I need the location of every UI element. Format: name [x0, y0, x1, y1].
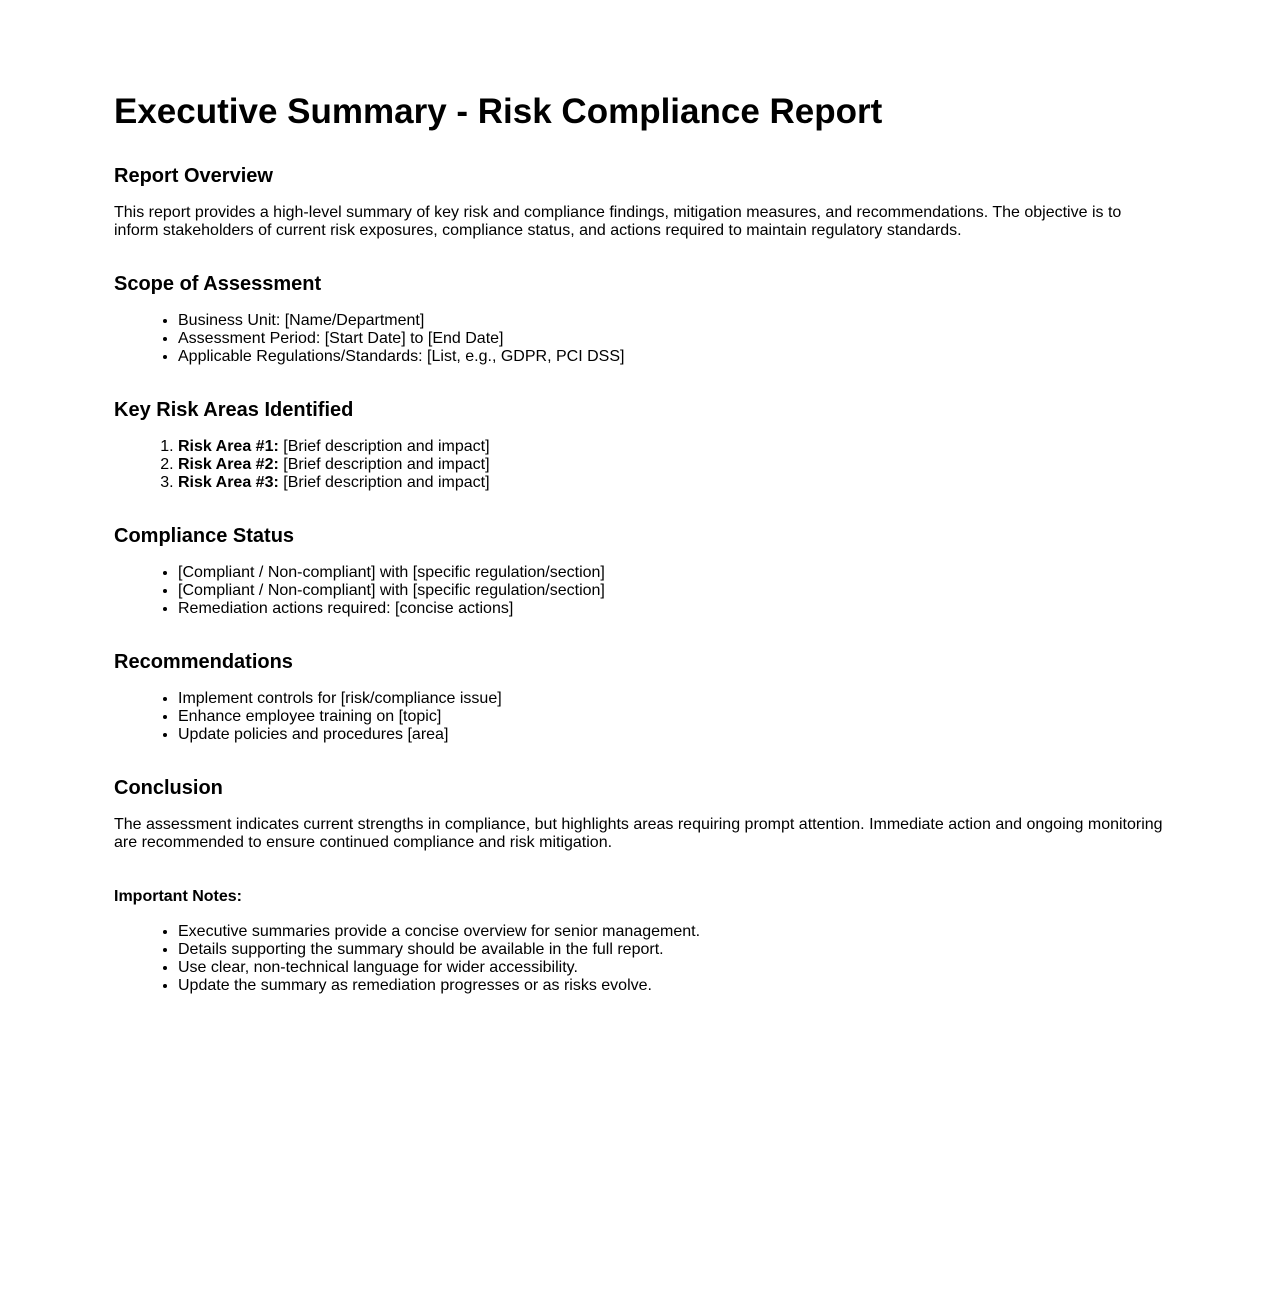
- scope-list: [114, 312, 1164, 366]
- list-item: [178, 438, 1164, 456]
- section-heading: Conclusion: [114, 777, 223, 799]
- list-item: • Details supporting the summary should be available in the full report.: [178, 941, 1164, 959]
- list-item: • Enhance employee training on [topic]: [178, 708, 1164, 726]
- risk-label: Risk Area #1:: [178, 438, 279, 455]
- risk-description: [Brief description and impact]: [278, 456, 490, 473]
- overview-paragraph: This report provides a high-level summary of key risk and compliance findings, mitigation measures, and recommendations. The objective is to inform stakeholders of current risk exposures, compliance status, and actions required to maintain regulatory standards.: [114, 204, 1122, 239]
- list-item: [178, 456, 1164, 474]
- section-scope: [114, 272, 1164, 366]
- risk-list: [114, 438, 1164, 492]
- list-item: • Update the summary as remediation progresses or as risks evolve.: [178, 977, 1164, 995]
- list-item: • [Compliant / Non-compliant] with [specific regulation/section]: [178, 582, 1164, 600]
- risk-description: [Brief description and impact]: [278, 474, 490, 491]
- conclusion-paragraph: The assessment indicates current strengths in compliance, but highlights areas requiring prompt attention. Immediate action and ongoing monitoring are recommended to ensure continued compliance and risk mitigation.: [114, 816, 1163, 851]
- list-item: • Applicable Regulations/Standards: [List, e.g., GDPR, PCI DSS]: [178, 348, 1164, 366]
- section-important-notes: [114, 887, 1164, 995]
- risk-label: Risk Area #3:: [178, 474, 279, 491]
- notes-list: [114, 923, 1164, 995]
- section-report-overview: [114, 164, 1164, 240]
- section-recommendations: [114, 650, 1164, 744]
- list-item: • Assessment Period: [Start Date] to [End Date]: [178, 330, 1164, 348]
- list-item: • Remediation actions required: [concise actions]: [178, 600, 1164, 618]
- section-heading: Scope of Assessment: [114, 273, 322, 295]
- risk-description: [Brief description and impact]: [278, 438, 490, 455]
- risk-label: Risk Area #2:: [178, 456, 279, 473]
- list-item: • Use clear, non-technical language for wider accessibility.: [178, 959, 1164, 977]
- list-item: • Update policies and procedures [area]: [178, 726, 1164, 744]
- section-heading: Recommendations: [114, 651, 293, 673]
- section-heading: Key Risk Areas Identified: [114, 399, 354, 421]
- section-compliance-status: [114, 524, 1164, 618]
- list-item: [178, 474, 1164, 492]
- section-key-risks: [114, 398, 1164, 492]
- notes-heading: Important Notes:: [114, 888, 242, 905]
- list-item: • Implement controls for [risk/compliance issue]: [178, 690, 1164, 708]
- section-heading: Compliance Status: [114, 525, 295, 547]
- compliance-list: [114, 564, 1164, 618]
- list-item: • Business Unit: [Name/Department]: [178, 312, 1164, 330]
- section-conclusion: [114, 776, 1164, 852]
- recommendations-list: [114, 690, 1164, 744]
- page-title: Executive Summary - Risk Compliance Report: [114, 92, 883, 131]
- section-heading: Report Overview: [114, 165, 273, 187]
- list-item: • [Compliant / Non-compliant] with [specific regulation/section]: [178, 564, 1164, 582]
- list-item: • Executive summaries provide a concise overview for senior management.: [178, 923, 1164, 941]
